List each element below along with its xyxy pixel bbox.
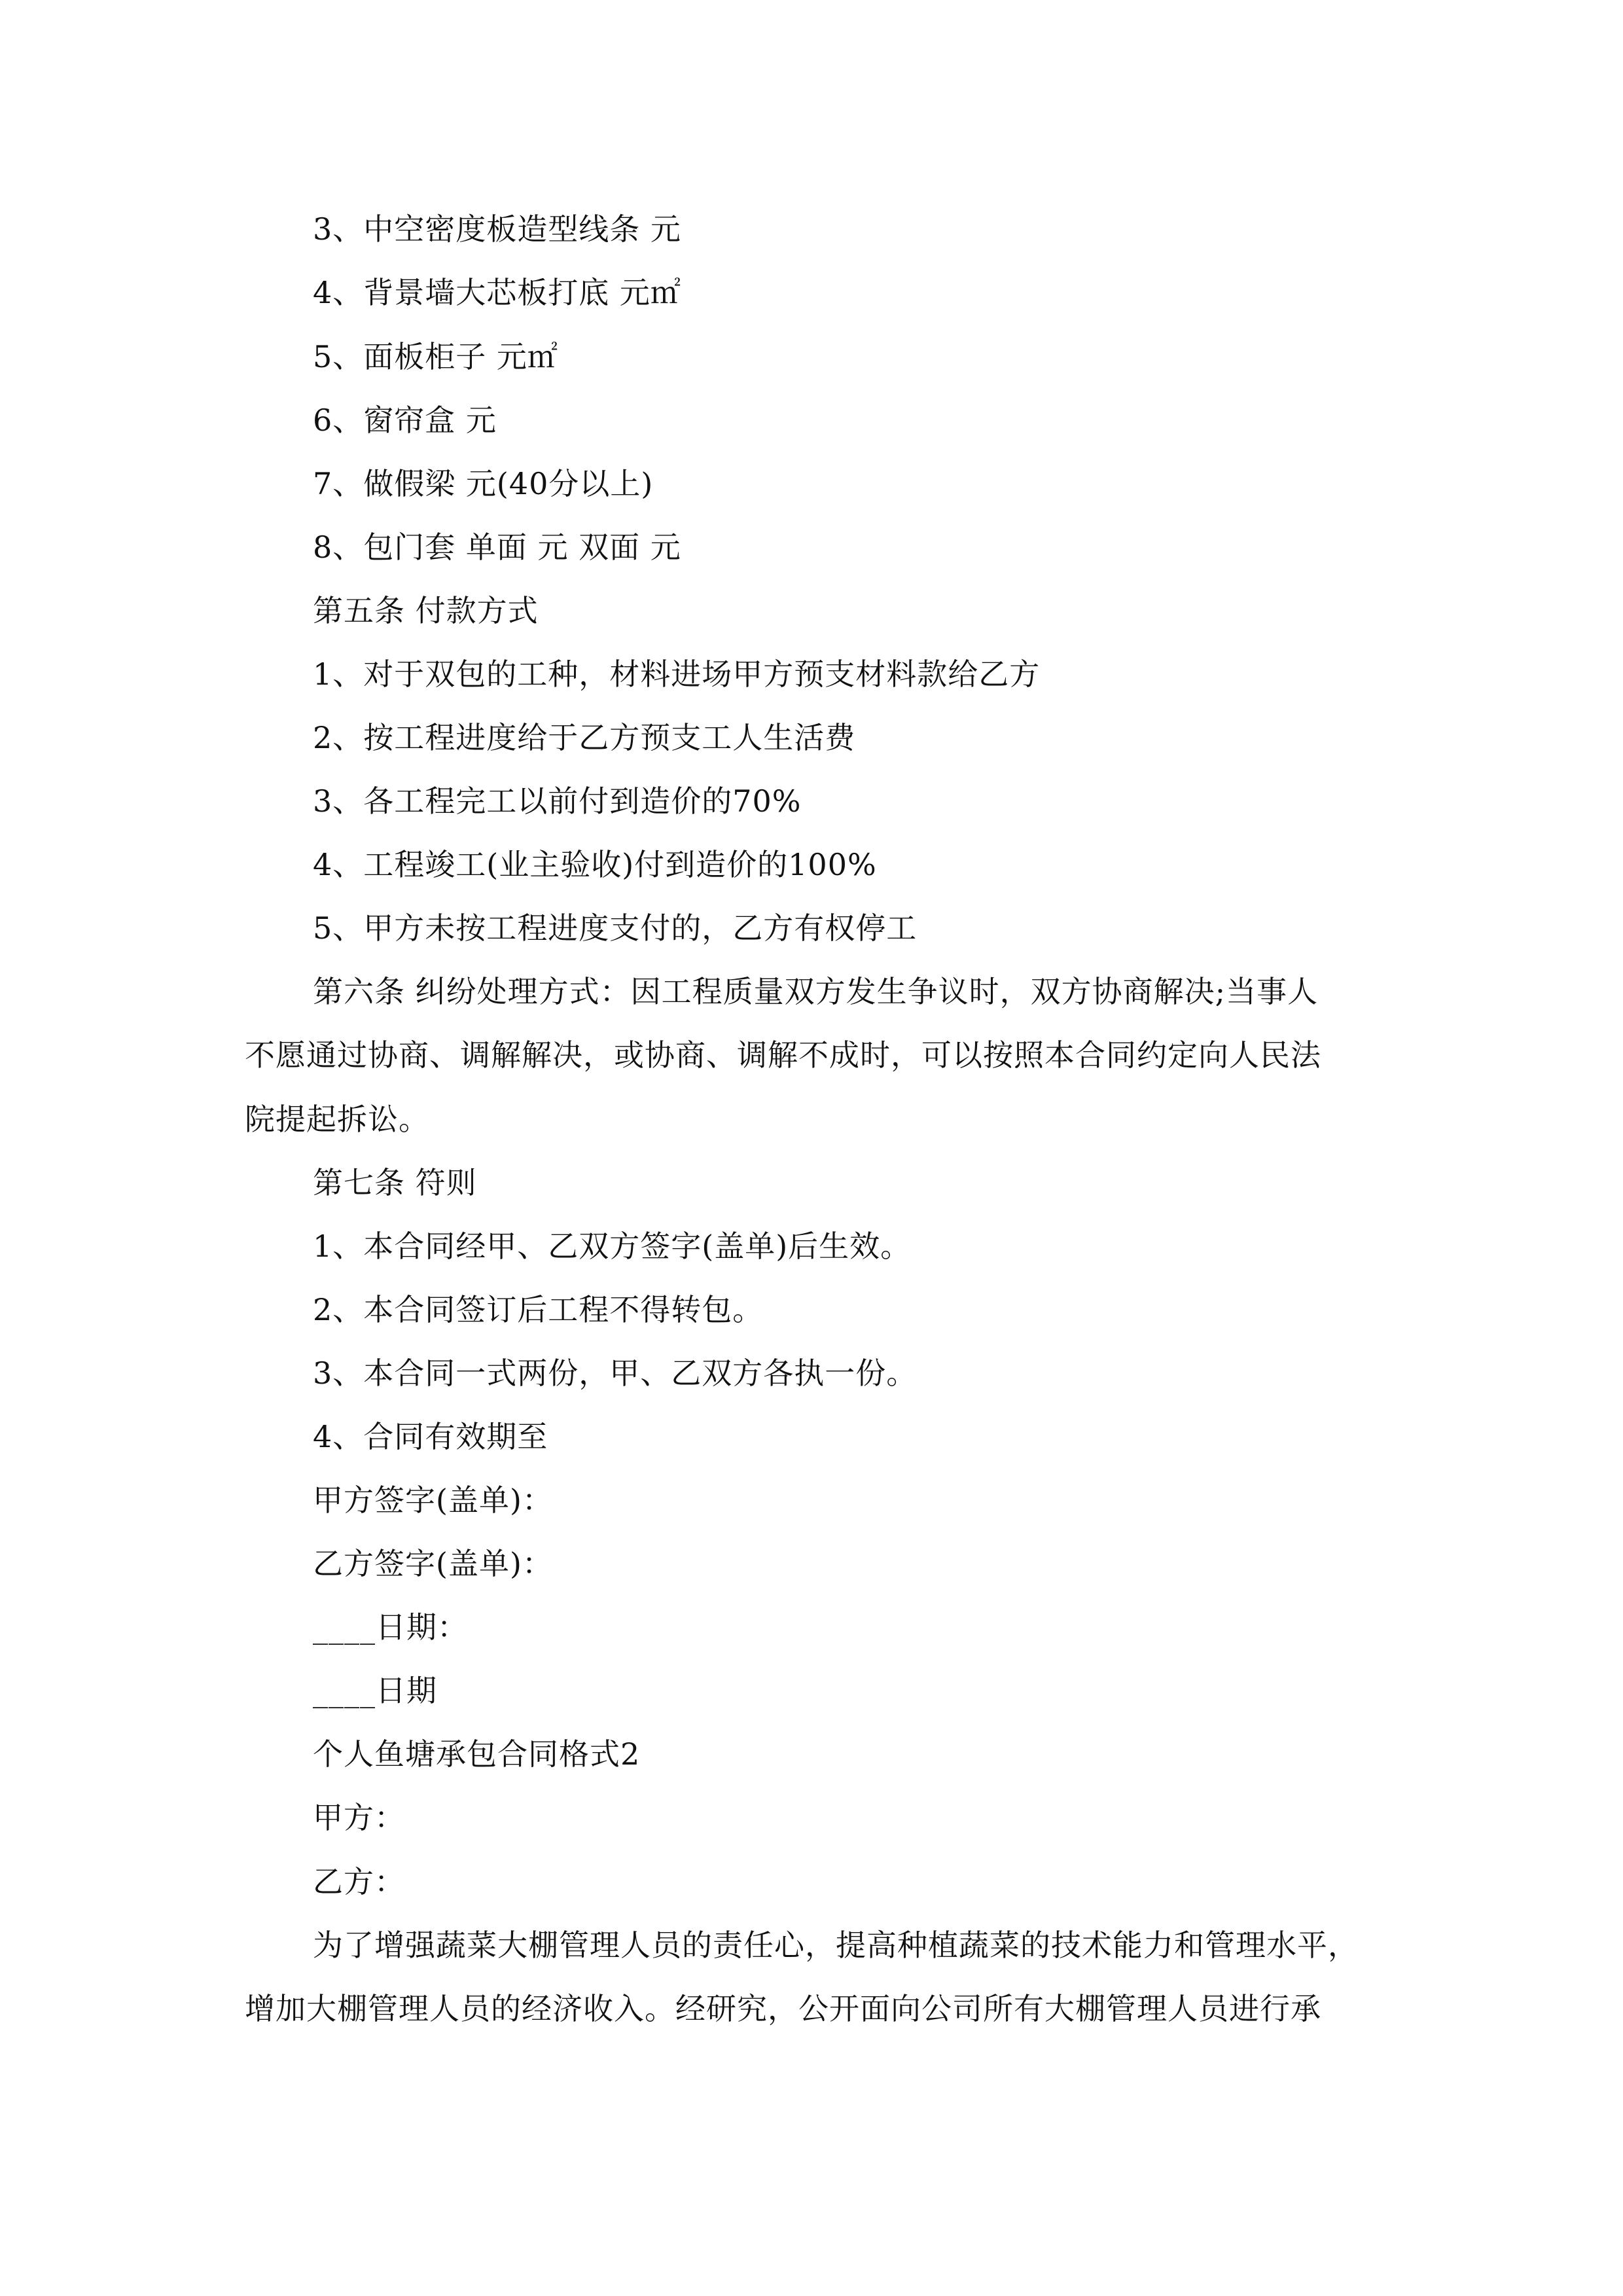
section-heading: 第七条 符则 [313,1165,477,1200]
item-line: 6、窗帘盒 元 [313,403,497,438]
item-line: 4、背景墙大芯板打底 元㎡ [313,275,681,310]
item-line: 1、对于双包的工种，材料进场甲方预支材料款给乙方 [313,656,1041,692]
item-line: 2、本合同签订后工程不得转包。 [313,1292,764,1327]
item-line: 3、各工程完工以前付到造价的70% [313,783,802,819]
paragraph-line: 第六条 纠纷处理方式：因工程质量双方发生争议时，双方协商解决;当事人 [313,974,1319,1009]
item-line: 2、按工程进度给于乙方预支工人生活费 [313,720,856,755]
paragraph-line: 院提起拆讼。 [245,1102,429,1137]
item-line: 4、工程竣工(业主验收)付到造价的100% [313,847,877,882]
paragraph-line: 不愿通过协商、调解解决，或协商、调解不成时，可以按照本合同约定向人民法 [245,1037,1321,1073]
signature-line: 乙方签字(盖单)： [313,1546,553,1581]
item-line: 5、面板柜子 元㎡ [313,339,558,374]
signature-line: 甲方签字(盖单)： [313,1482,553,1518]
party-line: 甲方： [313,1800,405,1835]
date-line: ____日期： [313,1609,468,1645]
item-line: 4、合同有效期至 [313,1419,548,1454]
section-heading: 第五条 付款方式 [313,593,539,628]
paragraph-line: 增加大棚管理人员的经济收入。经研究，公开面向公司所有大棚管理人员进行承 [245,1991,1321,2026]
date-line: ____日期 [313,1673,437,1708]
item-line: 3、中空密度板造型线条 元 [313,211,681,247]
item-line: 5、甲方未按工程进度支付的，乙方有权停工 [313,910,918,946]
item-line: 7、做假梁 元(40分以上) [313,466,654,501]
contract-title: 个人鱼塘承包合同格式2 [313,1736,641,1772]
item-line: 1、本合同经甲、乙双方签字(盖单)后生效。 [313,1229,912,1264]
item-line: 3、本合同一式两份，甲、乙双方各执一份。 [313,1355,918,1391]
paragraph-line: 为了增强蔬菜大棚管理人员的责任心，提高种植蔬菜的技术能力和管理水平， [313,1928,1359,1963]
party-line: 乙方： [313,1864,405,1899]
item-line: 8、包门套 单面 元 双面 元 [313,529,681,565]
